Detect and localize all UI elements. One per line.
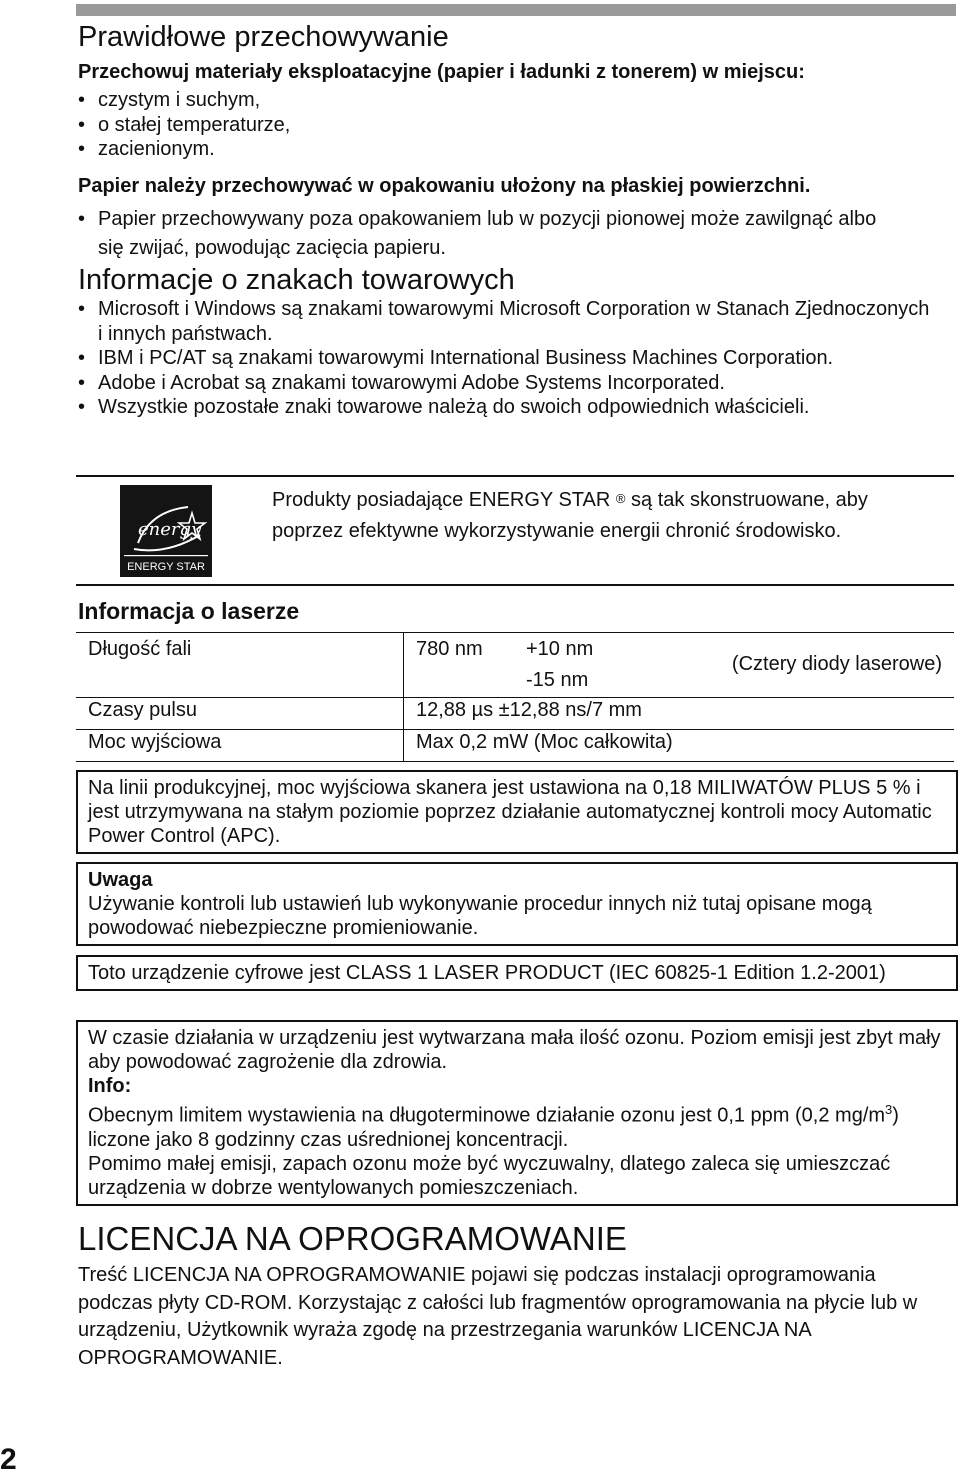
laser-class-notice: Toto urządzenie cyfrowe jest CLASS 1 LASER PRODUCT (IEC 60825-1 Edition 1.2-2001) [76, 955, 958, 991]
licence-heading: LICENCJA NA OPROGRAMOWANIE [78, 1220, 627, 1257]
list-item: • Adobe i Acrobat są znakami towarowymi Adobe Systems Incorporated. [78, 371, 725, 394]
list-item: • Wszystkie pozostałe znaki towarowe należą do swoich odpowiednich właścicieli. [78, 396, 810, 418]
production-notice: Na linii produkcyjnej, moc wyjściowa skanera jest ustawiona na 0,18 MILIWATÓW PLUS 5 % i jest utrzymywana na stałym poziomie poprzez działanie automatycznej kontroli mocy Automatic Power Control (APC). [76, 770, 958, 854]
table-row [76, 698, 954, 730]
pulse-time-value: 12,88 µs ±12,88 ns/7 mm [404, 698, 711, 730]
energy-star-text: Produkty posiadające ENERGY STAR ® są tak skonstruowane, aby poprzez efektywne wykorzystywanie energii chronić środowisko. [272, 489, 868, 542]
page-number: 2 [0, 1443, 17, 1476]
list-item: • Papier przechowywany poza opakowaniem lub w pozycji pionowej może zawilgnąć albo się zwijać, powodując zacięcia papieru. [78, 208, 877, 259]
caution-title: Uwaga [88, 869, 153, 891]
list-item: • zacienionym. [78, 138, 215, 160]
list-item: • IBM i PC/AT są znakami towarowymi International Business Machines Corporation. [78, 347, 834, 369]
pulse-time-label: Czasy pulsu [76, 698, 404, 730]
list-item: • o stałej temperaturze, [78, 113, 291, 136]
wavelength-label: Długość fali [76, 633, 404, 698]
table-row [76, 633, 954, 698]
laser-info-heading: Informacja o laserze [78, 598, 300, 624]
storage-conditions-list [78, 88, 290, 162]
storage-intro: Przechowuj materiały eksploatacyjne (papier i ładunki z tonerem) w miejscu: [78, 61, 805, 83]
svg-text:energy: energy [138, 519, 202, 540]
wavelength-cell: 780 nm +10 nm -15 nm (Cztery diody laserowe) [404, 633, 955, 698]
energy-star-icon [120, 485, 212, 577]
caution-text: Używanie kontroli lub ustawień lub wykonywanie procedur innych niż tutaj opisane mogą powodować niebezpieczne promieniowanie. [88, 893, 872, 939]
table-row [76, 730, 954, 762]
ozone-limit-text: Obecnym limitem wystawienia na długoterminowe działanie ozonu jest 0,1 ppm (0,2 $mg/m^3$) liczone jako 8 godzinny czas uśrednionej koncentracji. [88, 1102, 899, 1151]
list-item: • Microsoft i Windows są znakami towarowymi Microsoft Corporation w Stanach Zjednoczonych i innych państwach. [78, 298, 930, 345]
ozone-ventilation-text: Pomimo małej emisji, zapach ozonu może być wyczuwalny, dlatego zaleca się umieszczać urządzenia w dobrze wentylowanych pomieszczeniach. [88, 1152, 891, 1199]
ozone-notice [76, 1020, 958, 1206]
header-rule [76, 4, 956, 16]
diode-note: (Cztery diody laserowe) [731, 653, 942, 675]
list-item: • czystym i suchym, [78, 89, 261, 111]
paper-storage-heading: Papier należy przechowywać w opakowaniu ułożony na płaskiej powierzchni. [78, 175, 811, 197]
caution-notice [76, 862, 958, 946]
storage-heading: Prawidłowe przechowywanie [78, 21, 449, 53]
svg-text:ENERGY STAR: ENERGY STAR [127, 561, 205, 573]
trademarks-list [78, 297, 938, 420]
licence-text: Treść LICENCJA NA OPROGRAMOWANIE pojawi się podczas instalacji oprogramowania podczas płyty CD-ROM. Korzystając z całości lub fragmentów oprogramowania na płycie lub w urządzeniu, Użytkownik wyraża zgodę na przestrzegania warunków LICENCJA NA OPROGRAMOWANIE. [78, 1264, 918, 1369]
trademarks-heading: Informacje o znakach towarowych [78, 264, 515, 296]
paper-storage-list [78, 205, 898, 263]
output-power-label: Moc wyjściowa [76, 730, 404, 762]
energy-star-logo [120, 485, 212, 577]
info-title: Info: [88, 1075, 132, 1097]
energy-star-section [76, 475, 954, 586]
ozone-text: W czasie działania w urządzeniu jest wytwarzana mała ilość ozonu. Poziom emisji jest zbyt mały aby powodować zagrożenie dla zdrowia. [88, 1027, 941, 1073]
laser-specs-table [76, 632, 954, 762]
output-power-value: Max 0,2 mW (Moc całkowita) [404, 730, 711, 762]
